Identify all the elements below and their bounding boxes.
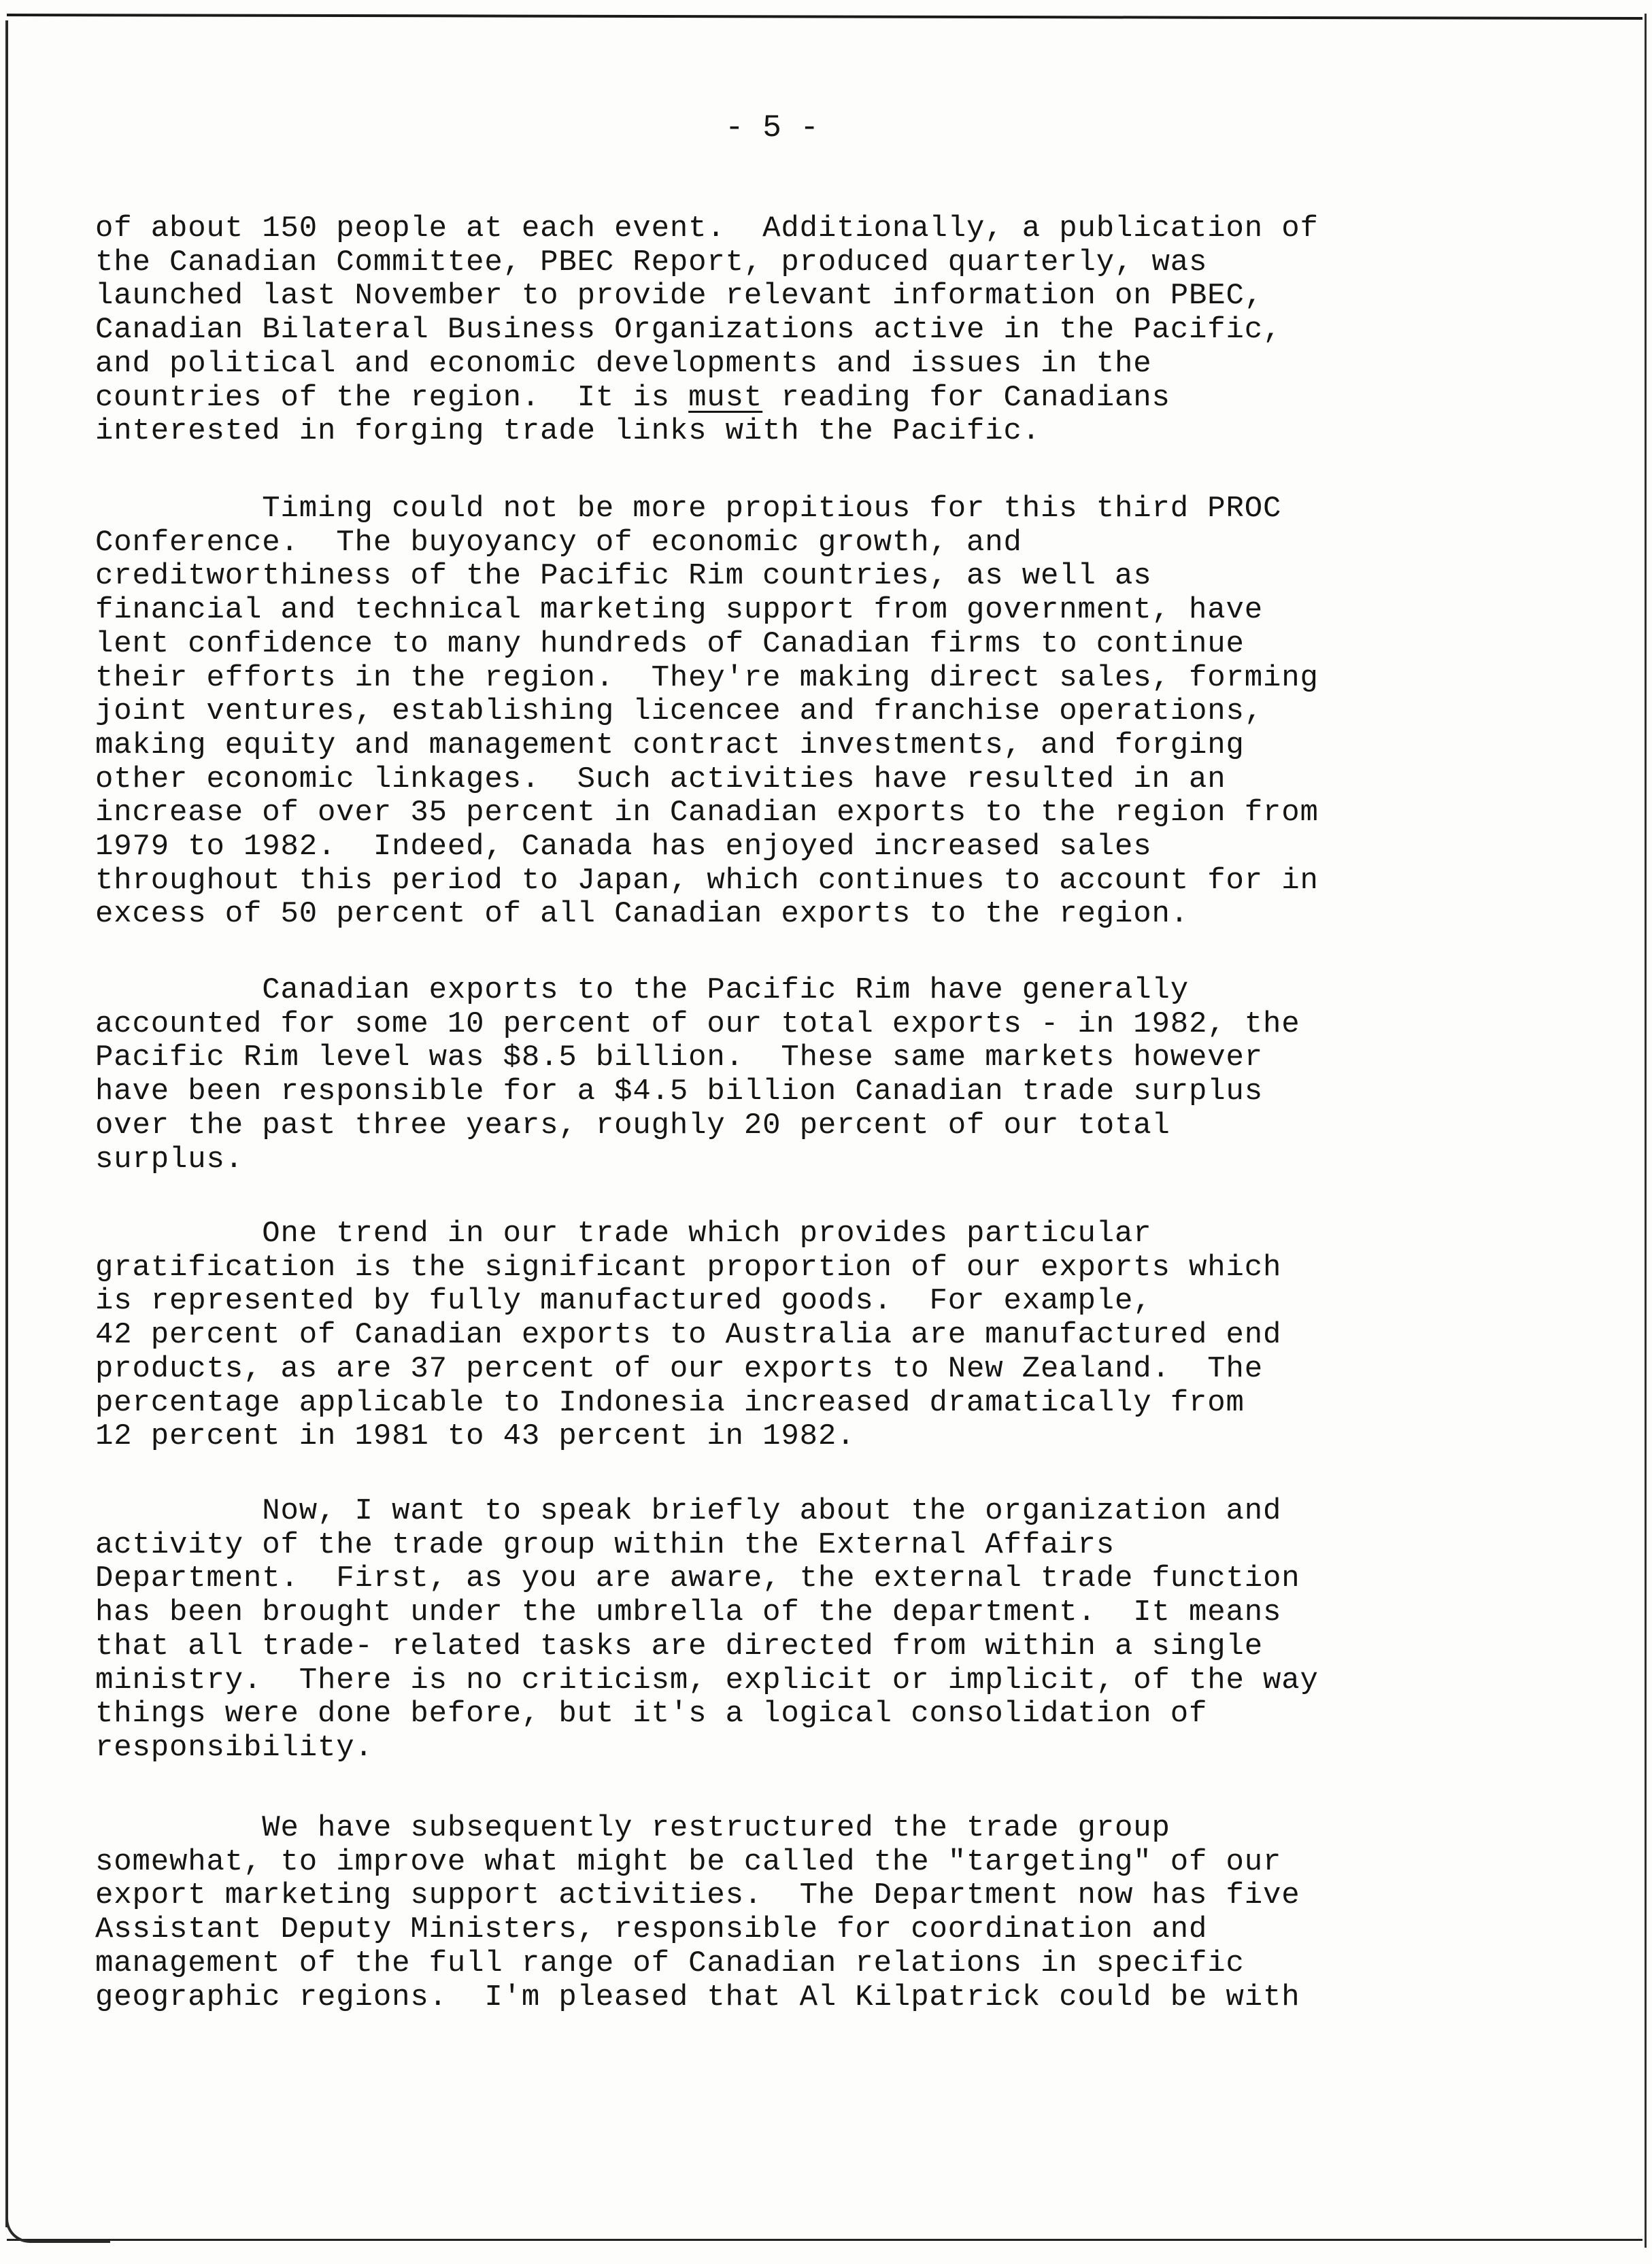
text-line: responsibility. bbox=[95, 1730, 373, 1765]
text-line: 1979 to 1982. Indeed, Canada has enjoyed increased sales bbox=[95, 830, 1152, 864]
underlined-word: must bbox=[688, 380, 763, 415]
text-line: export marketing support activities. The Department now has five bbox=[95, 1878, 1300, 1913]
text-line: Canadian Bilateral Business Organizations active in the Pacific, bbox=[95, 313, 1282, 348]
text-line: throughout this period to Japan, which continues to account for in bbox=[95, 863, 1319, 898]
text-line: Conference. The buyoyancy of economic growth, and bbox=[95, 525, 1022, 560]
text-segment: countries of the region. It is bbox=[95, 380, 689, 415]
text-line: of about 150 people at each event. Additionally, a publication of bbox=[95, 212, 1319, 246]
text-line: their efforts in the region. They're making direct sales, forming bbox=[95, 660, 1319, 695]
page-border-corner bbox=[5, 2218, 110, 2243]
page-number: - 5 - bbox=[724, 110, 820, 146]
page-border-right bbox=[1645, 14, 1647, 2248]
text-line: things were done before, but it's a logical consolidation of bbox=[95, 1697, 1208, 1731]
text-line: management of the full range of Canadian relations in specific bbox=[95, 1946, 1245, 1980]
text-line: interested in forging trade links with the Pacific. bbox=[95, 414, 1041, 449]
text-segment: reading for Canadians bbox=[762, 380, 1170, 415]
text-line: accounted for some 10 percent of our total exports - in 1982, the bbox=[95, 1007, 1300, 1041]
text-line: excess of 50 percent of all Canadian exports to the region. bbox=[95, 897, 1190, 932]
page-border-top bbox=[7, 14, 1642, 20]
text-line: increase of over 35 percent in Canadian exports to the region from bbox=[95, 796, 1319, 830]
paragraph-1 bbox=[95, 212, 1605, 449]
paragraph-3 bbox=[95, 974, 1605, 1177]
paragraph-6 bbox=[95, 1812, 1605, 2014]
text-line: geographic regions. I'm pleased that Al Kilpatrick could be with bbox=[95, 1980, 1300, 2014]
paragraph-5 bbox=[95, 1495, 1605, 1765]
text-line: Now, I want to speak briefly about the organization and bbox=[95, 1494, 1282, 1528]
text-line: percentage applicable to Indonesia increased dramatically from bbox=[95, 1385, 1245, 1420]
text-line: have been responsible for a $4.5 billion Canadian trade surplus bbox=[95, 1075, 1264, 1109]
paragraph-2 bbox=[95, 492, 1605, 932]
text-line: lent confidence to many hundreds of Canadian firms to continue bbox=[95, 626, 1245, 661]
text-line: creditworthiness of the Pacific Rim countries, as well as bbox=[95, 559, 1152, 594]
text-line: that all trade- related tasks are directed from within a single bbox=[95, 1629, 1264, 1663]
text-line: is represented by fully manufactured goods. For example, bbox=[95, 1284, 1152, 1319]
text-line: We have subsequently restructured the trade group bbox=[95, 1811, 1170, 1845]
text-line: Department. First, as you are aware, the external trade function bbox=[95, 1561, 1300, 1596]
text-line: joint ventures, establishing licencee and franchise operations, bbox=[95, 694, 1264, 729]
text-line: activity of the trade group within the External Affairs bbox=[95, 1527, 1115, 1562]
text-line: other economic linkages. Such activities have resulted in an bbox=[95, 762, 1226, 796]
text-line: 12 percent in 1981 to 43 percent in 1982. bbox=[95, 1419, 856, 1454]
text-line: Timing could not be more propitious for this third PROC bbox=[95, 492, 1282, 526]
text-line: over the past three years, roughly 20 percent of our total bbox=[95, 1108, 1170, 1143]
page-border-left bbox=[5, 20, 8, 2227]
text-line: financial and technical marketing support from government, have bbox=[95, 593, 1264, 628]
text-line: ministry. There is no criticism, explicit or implicit, of the way bbox=[95, 1663, 1319, 1697]
text-line: products, as are 37 percent of our exports to New Zealand. The bbox=[95, 1351, 1264, 1386]
text-line: surplus. bbox=[95, 1142, 244, 1177]
text-line: 42 percent of Canadian exports to Australia are manufactured end bbox=[95, 1318, 1282, 1353]
text-line: the Canadian Committee, PBEC Report, produced quarterly, was bbox=[95, 245, 1208, 280]
text-line: and political and economic developments and issues in the bbox=[95, 346, 1152, 381]
text-line: One trend in our trade which provides particular bbox=[95, 1217, 1152, 1251]
text-line: making equity and management contract investments, and forging bbox=[95, 728, 1245, 762]
text-line: launched last November to provide relevant information on PBEC, bbox=[95, 279, 1264, 314]
text-line: has been brought under the umbrella of the department. It means bbox=[95, 1595, 1282, 1630]
text-line: somewhat, to improve what might be called the "targeting" of our bbox=[95, 1844, 1282, 1879]
text-line: Assistant Deputy Ministers, responsible for coordination and bbox=[95, 1912, 1208, 1947]
paragraph-4 bbox=[95, 1217, 1605, 1454]
page-border-bottom bbox=[7, 2239, 1642, 2241]
text-line: gratification is the significant proportion of our exports which bbox=[95, 1250, 1282, 1285]
text-line-with-underline bbox=[95, 382, 1605, 416]
text-line: Canadian exports to the Pacific Rim have generally bbox=[95, 973, 1190, 1007]
text-line: Pacific Rim level was $8.5 billion. These same markets however bbox=[95, 1041, 1264, 1075]
